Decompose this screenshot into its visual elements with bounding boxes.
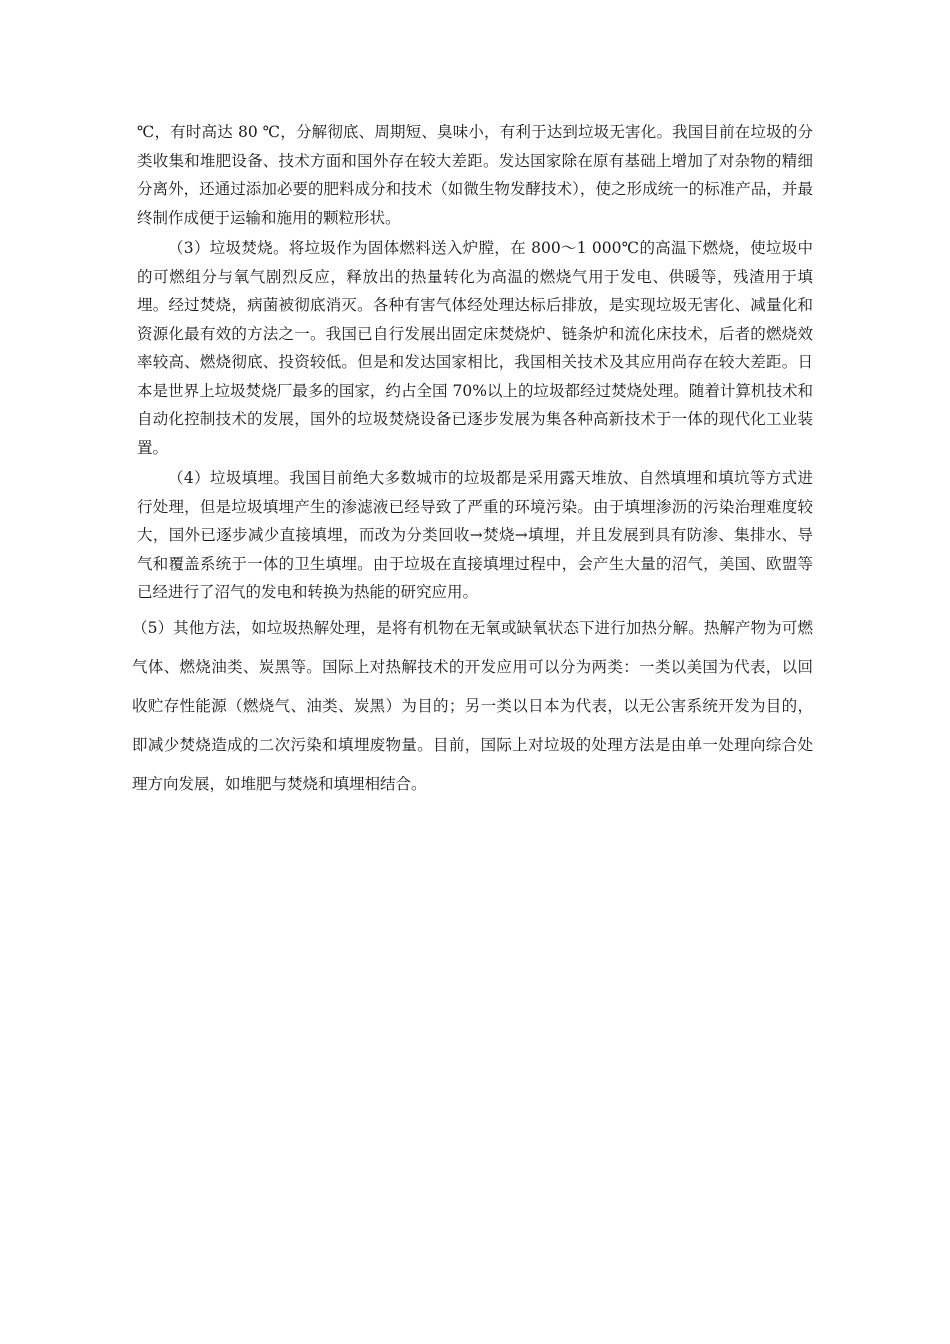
paragraph-landfill: （4）垃圾填埋。我国目前绝大多数城市的垃圾都是采用露天堆放、自然填埋和填坑等方式进行处理，但是垃圾填埋产生的渗滤液已经导致了严重的环境污染。由于填埋渗沥的污染治理难度较大，国外已逐步减少直接填埋，而改为分类回收→焚烧→填埋，并且发展到具有防渗、集排水、导气和覆盖系统于一体的卫生填埋。由于垃圾在直接填埋过程中，会产生大量的沼气，美国、欧盟等已经进行了沼气的发电和转换为热能的研究应用。 — [137, 469, 813, 601]
paragraph-other-methods: （5）其他方法，如垃圾热解处理，是将有机物在无氧或缺氧状态下进行加热分解。热解产物为可燃气体、燃烧油类、炭黑等。国际上对热解技术的开发应用可以分为两类：一类以美国为代表，以回收贮存性能源（燃烧气、油类、炭黑）为目的；另一类以日本为代表，以无公害系统开发为目的，即减少焚烧造成的二次污染和填埋废物量。目前，国际上对垃圾的处理方法是由单一处理向综合处理方向发展，如堆肥与焚烧和填埋相结合。 — [132, 618, 813, 793]
document-page — [132, 118, 813, 804]
paragraph-incineration: （3）垃圾焚烧。将垃圾作为固体燃料送入炉膛，在 800～1 000℃的高温下燃烧，使垃圾中的可燃组分与氧气剧烈反应，释放出的热量转化为高温的燃烧气用于发电、供暖等，残渣用于填埋。经过焚烧，病菌被彻底消灭。各种有害气体经处理达标后排放，是实现垃圾无害化、减量化和资源化最有效的方法之一。我国已自行发展出固定床焚烧炉、链条炉和流化床技术，后者的燃烧效率较高、燃烧彻底、投资较低。但是和发达国家相比，我国相关技术及其应用尚存在较大差距。日本是世界上垃圾焚烧厂最多的国家，约占全国 70%以上的垃圾都经过焚烧处理。随着计算机技术和自动化控制技术的发展，国外的垃圾焚烧设备已逐步发展为集各种高新技术于一体的现代化工业装置。 — [137, 239, 813, 457]
paragraph-composting-continued: ℃，有时高达 80 ℃，分解彻底、周期短、臭味小，有利于达到垃圾无害化。我国目前在垃圾的分类收集和堆肥设备、技术方面和国外存在较大差距。发达国家除在原有基础上增加了对杂物的精细分离外，还通过添加必要的肥料成分和技术（如微生物发酵技术），使之形成统一的标准产品，并最终制作成便于运输和施用的颗粒形状。 — [137, 123, 813, 227]
